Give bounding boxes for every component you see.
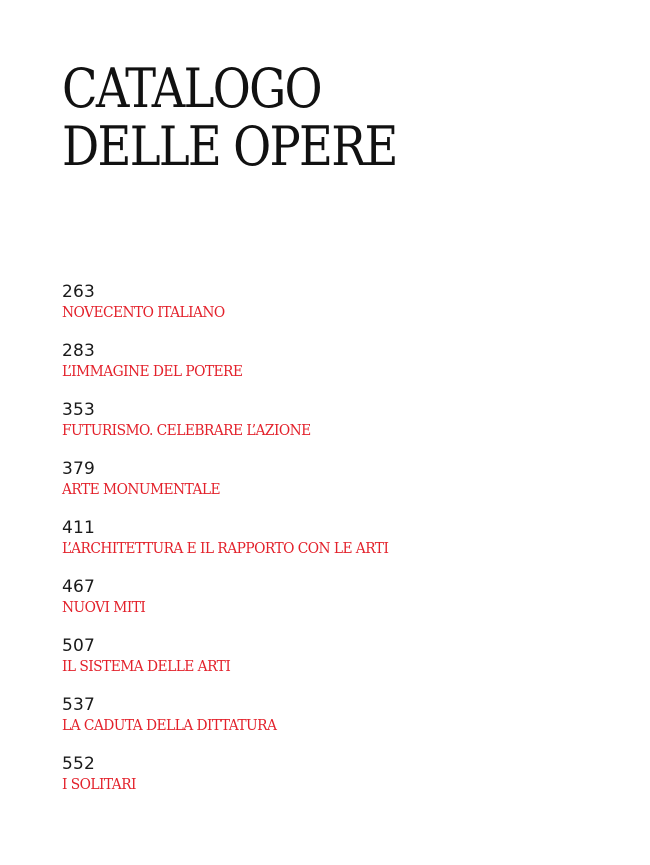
toc-page-number: 353: [62, 400, 96, 420]
toc-entry[interactable]: [62, 695, 417, 754]
toc-page-number: 283: [62, 341, 96, 361]
toc-section-title: LA CADUTA DELLA DITTATURA: [62, 716, 277, 734]
toc-entry[interactable]: [62, 459, 417, 518]
toc-section-title: FUTURISMO. CELEBRARE L’AZIONE: [62, 421, 311, 439]
toc-entry[interactable]: [62, 400, 417, 459]
toc-page-number: 263: [62, 282, 96, 302]
toc-section-title: IL SISTEMA DELLE ARTI: [62, 657, 231, 675]
toc-entry[interactable]: [62, 341, 417, 400]
page-title-line-1: CATALOGO: [62, 57, 321, 120]
toc-section-title: I SOLITARI: [62, 775, 136, 793]
toc-entry[interactable]: [62, 518, 417, 577]
toc-entry[interactable]: [62, 754, 417, 813]
toc-entry[interactable]: [62, 282, 417, 341]
toc-section-title: ARTE MONUMENTALE: [62, 480, 221, 498]
toc-section-title: NOVECENTO ITALIANO: [62, 303, 225, 321]
page-title-line-2: DELLE OPERE: [62, 115, 397, 178]
toc-page-number: 552: [62, 754, 96, 774]
toc-page-number: 467: [62, 577, 96, 597]
toc-section-title: NUOVI MITI: [62, 598, 146, 616]
table-of-contents: [62, 282, 417, 813]
toc-page-number: 411: [62, 518, 96, 538]
toc-page-number: 537: [62, 695, 96, 715]
toc-page-number: 379: [62, 459, 96, 479]
toc-section-title: L’IMMAGINE DEL POTERE: [62, 362, 243, 380]
toc-page-number: 507: [62, 636, 96, 656]
toc-entry[interactable]: [62, 636, 417, 695]
toc-section-title: L’ARCHITETTURA E IL RAPPORTO CON LE ARTI: [62, 539, 389, 557]
toc-entry[interactable]: [62, 577, 417, 636]
page-title: [62, 57, 397, 178]
